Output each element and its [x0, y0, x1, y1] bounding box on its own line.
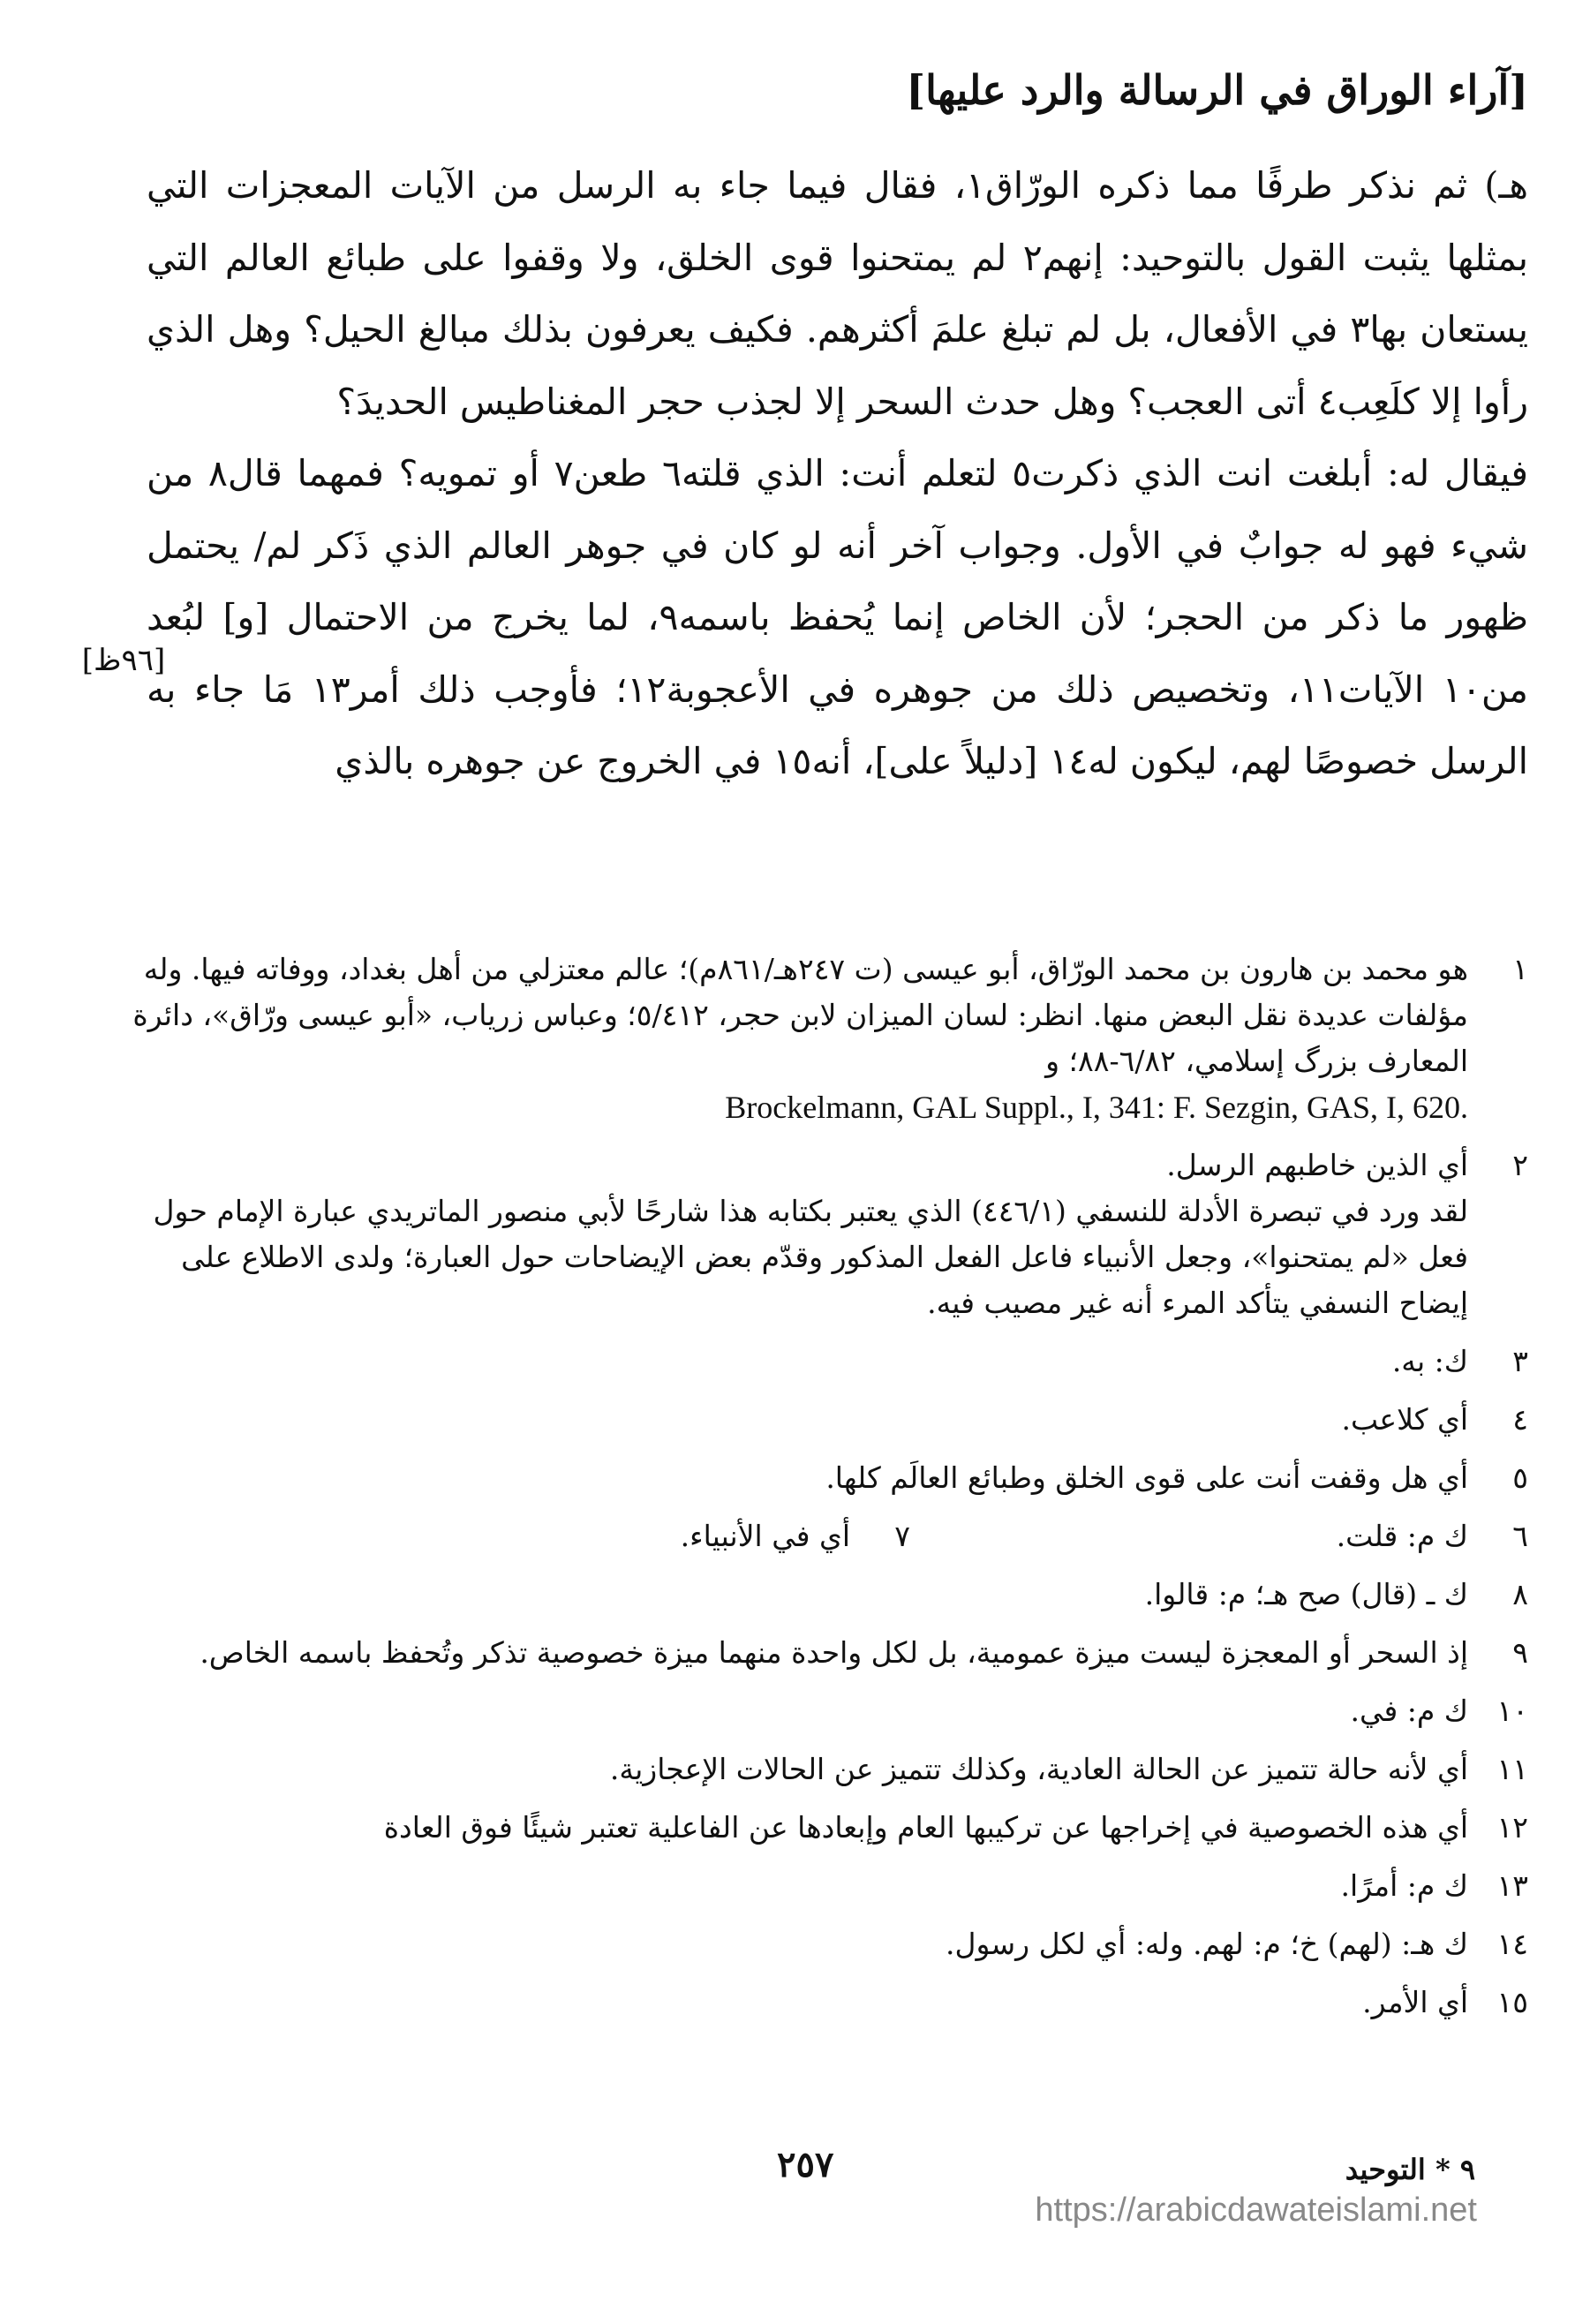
footnote-number: ٣ — [1512, 1344, 1528, 1378]
footnote-text: ك م: قلت. — [1336, 1519, 1468, 1553]
main-text — [147, 150, 1528, 798]
paragraph-1: هـ) ثم نذكر طرفًا مما ذكره الورّاق١، فقال فيما جاء به الرسل من الآيات المعجزات التي بمثلها يثبت القول بالتوحيد: إنهم٢ لم يمتحنوا قوى الخلق، ولا وقفوا على طبائع العالم التي يستعان بها٣ في الأفعال، بل لم تبلغ علمَ أكثرهم. فكيف يعرفون بذلك مبالغ الحيل؟ وهل الذي رأوا إلا كلَعِب٤ أتى العجب؟ وهل حدث السحر إلا لجذب حجر المغناطيس الحديدَ؟ — [147, 164, 1529, 423]
footnote-14 — [116, 1921, 1528, 1967]
section-heading: [آراء الوراق في الرسالة والرد عليها] — [906, 66, 1528, 114]
footnote-row-6-7 — [116, 1513, 1528, 1559]
footnote-9 — [116, 1630, 1528, 1676]
footnote-10 — [116, 1688, 1528, 1734]
footnote-13 — [116, 1863, 1528, 1909]
manuscript-folio-marker: [٩٦ظ] — [81, 643, 166, 678]
footnote-text: ك م: في. — [1350, 1694, 1468, 1728]
footnote-1 — [116, 947, 1528, 1130]
footnote-text: ك هـ: (لهم) خ؛ م: لهم. وله: أي لكل رسول. — [945, 1927, 1468, 1961]
footnote-number: ١٥ — [1496, 1985, 1528, 2019]
footnotes — [116, 947, 1528, 2038]
footnote-text: ك ـ (قال) صح هـ؛ م: قالوا. — [1144, 1577, 1468, 1611]
footnote-text-arabic: أي الذين خاطبهم الرسل. — [1166, 1148, 1468, 1182]
footnote-4 — [116, 1397, 1528, 1443]
footnote-text — [116, 947, 1468, 1130]
footnote-number: ٤ — [1512, 1402, 1528, 1437]
footnote-15 — [116, 1980, 1528, 2026]
footnote-text: أي في الأنبياء. — [680, 1519, 850, 1553]
footnote-number: ٨ — [1512, 1577, 1528, 1611]
footnote-number: ٥ — [1512, 1460, 1528, 1495]
footnote-text: إذ السحر أو المعجزة ليست ميزة عمومية، بل لكل واحدة منهما ميزة خصوصية تذكر وتُحفظ باسمه الخاص. — [200, 1635, 1468, 1670]
footnote-text: أي كلاعب. — [1341, 1402, 1468, 1437]
footnote-text — [116, 1143, 1468, 1326]
footnote-3 — [116, 1339, 1528, 1385]
footnote-number: ٦ — [1512, 1519, 1528, 1553]
footnote-number: ٩ — [1512, 1635, 1528, 1670]
footnote-number: ١٢ — [1496, 1810, 1528, 1845]
signature-mark: ٩ * التوحيد — [1345, 2153, 1475, 2186]
watermark: https://arabicdawateislami.net — [1035, 2192, 1477, 2229]
footnote-8 — [116, 1572, 1528, 1618]
footnote-text-extra: لقد ورد في تبصرة الأدلة للنسفي (٤٤٦/١) الذي يعتبر بكتابه هذا شارحًا لأبي منصور الماتريدي عبارة الإمام حول فعل «لم يمتحنوا»، وجعل الأنبياء فاعل الفعل المذكور وقدّم بعض الإيضاحات حول العبارة؛ ولدى الاطلاع على إيضاح النسفي يتأكد المرء أنه غير مصيب فيه. — [153, 1194, 1468, 1320]
footnote-number: ١٤ — [1496, 1927, 1528, 1961]
footnote-number: ٧ — [894, 1519, 910, 1553]
footnote-text: أي هذه الخصوصية في إخراجها عن تركيبها العام وإبعادها عن الفاعلية تعتبر شيئًا فوق العادة — [383, 1810, 1468, 1845]
footnote-5 — [116, 1455, 1528, 1501]
footnote-6 — [910, 1513, 1528, 1559]
footnote-number: ١١ — [1496, 1752, 1528, 1786]
footnote-number: ١ — [1512, 952, 1528, 986]
footnote-text: ك م: أمرًا. — [1340, 1868, 1468, 1903]
footnote-number: ٢ — [1512, 1148, 1528, 1182]
footnote-11 — [116, 1747, 1528, 1792]
footnote-text-latin: Brockelmann, GAL Suppl., I, 341: F. Sezgin, GAS, I, 620. — [725, 1090, 1468, 1125]
footnote-number: ١٣ — [1496, 1868, 1528, 1903]
page-number: ٢٥٧ — [777, 2144, 834, 2185]
footnote-2 — [116, 1143, 1528, 1326]
footnote-text: ك: به. — [1391, 1344, 1468, 1378]
footnote-text-arabic: هو محمد بن هارون بن محمد الورّاق، أبو عيسى (ت ٢٤٧هـ/٨٦١م)؛ عالم معتزلي من أهل بغداد، ووفاته فيها. وله مؤلفات عديدة نقل البعض منها. انظر: لسان الميزان لابن حجر، ٥/٤١٢؛ وعباس زرياب، «أبو عيسى ورّاق»، دائرة المعارف بزرگ إسلامي، ٦/٨٢-٨٨؛ و — [132, 952, 1468, 1078]
footnote-text: أي هل وقفت أنت على قوى الخلق وطبائع العالَم كلها. — [825, 1460, 1468, 1495]
footnote-7 — [681, 1513, 910, 1559]
footnote-number: ١٠ — [1496, 1694, 1528, 1728]
footnote-text: أي لأنه حالة تتميز عن الحالة العادية، وكذلك تتميز عن الحالات الإعجازية. — [609, 1752, 1468, 1786]
footnote-text: أي الأمر. — [1362, 1985, 1468, 2019]
footnote-12 — [116, 1805, 1528, 1851]
paragraph-2: فيقال له: أبلغت انت الذي ذكرت٥ لتعلم أنت: الذي قلته٦ طعن٧ أو تمويه؟ فمهما قال٨ من شيء فهو له جوابٌ في الأول. وجواب آخر أنه لو كان في جوهر العالم الذي ذَكر لم/ يحتمل ظهور ما ذكر من الحجر؛ لأن الخاص إنما يُحفظ باسمه٩، لما يخرج من الاحتمال [و] لبُعد من١٠ الآيات١١، وتخصيص ذلك من جوهره في الأعجوبة١٢؛ فأوجب ذلك أمر١٣ مَا جاء به الرسل خصوصًا لهم، ليكون له١٤ [دليلاً على]، أنه١٥ في الخروج عن جوهره بالذي — [147, 452, 1528, 782]
